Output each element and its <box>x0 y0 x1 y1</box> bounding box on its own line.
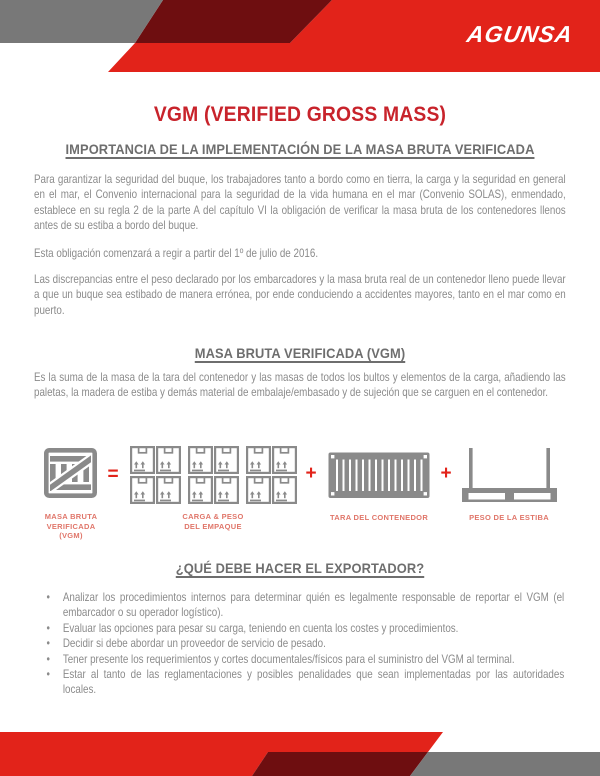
bullet-item: • Evaluar las opciones para pesar su carga, teniendo en cuenta los costes y procedimientos. <box>44 621 564 636</box>
plus-sign: + <box>440 463 452 484</box>
vgm-heading: MASA BRUTA VERIFICADA (VGM) <box>194 345 406 361</box>
importance-heading: IMPORTANCIA DE LA IMPLEMENTACIÓN DE LA MASA BRUTA VERIFICADA <box>65 141 535 157</box>
plus-sign: + <box>305 463 317 484</box>
crate-icon <box>44 448 97 503</box>
cargo-term-label: CARGA & PESO DEL EMPAQUE <box>182 512 244 531</box>
tare-term-label: TARA DEL CONTENEDOR <box>329 513 429 522</box>
footer-band <box>0 732 600 776</box>
dunnage-term-label: PESO DE LA ESTIBA <box>469 513 549 522</box>
vgm-description: Es la suma de la masa de la tara del contenedor y las masas de todos los bultos y elementos de la carga, añadiendo las paletas, la madera de estiba y demás material de embalaje/embasado y de sujeción que se carguen en el contenedor. <box>34 370 566 400</box>
importance-paragraph-1: Para garantizar la seguridad del buque, los trabajadores tanto a bordo como en tierra, la carga y la seguridad en general en el mar, el Convenio internacional para la seguridad de la vida humana en el mar (Convenio SOLAS), enmendado, establece en su regla 2 de la parte A del capítulo VI la obligación de verificar la masa bruta de los contenedores llenos antes de su estiba a bordo del buque. <box>34 172 566 233</box>
agunsa-logo: AGUNSA <box>464 21 576 47</box>
page-title: VGM (VERIFIED GROSS MASS) <box>153 103 447 126</box>
bullet-item: • Tener presente los requerimientos y cortes documentales/físicos para el suministro del VGM al terminal. <box>44 652 564 667</box>
importance-paragraph-2: Esta obligación comenzará a regir a partir del 1º de julio de 2016. <box>34 246 319 260</box>
bullet-item: • Decidir si debe abordar un proveedor de servicio de pesado. <box>44 636 564 651</box>
packages-icon <box>130 446 297 510</box>
container-icon <box>328 451 430 505</box>
importance-paragraph-3: Las discrepancias entre el peso declarado por los embarcadores y la masa bruta real de un contenedor lleno puede llevar a que un buque sea estibado de manera errónea, por ende conduciendo a accidentes mayores, tanto en el mar como en puerto. <box>34 272 566 317</box>
bullet-item: • Analizar los procedimientos internos para determinar quién es legalmente responsable de reportar el VGM (el embarcador o su operador logístico). <box>44 590 564 621</box>
equals-sign: = <box>107 464 119 485</box>
pallet-icon <box>462 448 557 507</box>
exporter-heading: ¿QUÉ DEBE HACER EL EXPORTADOR? <box>175 560 425 576</box>
bullet-item: • Estar al tanto de las reglamentaciones y posibles penalidades que sean implementadas por las autoridades locales. <box>44 667 564 698</box>
header-band <box>0 0 600 72</box>
exporter-bullet-list <box>44 590 564 698</box>
vgm-term-label: MASA BRUTA VERIFICADA (VGM) <box>44 512 98 541</box>
